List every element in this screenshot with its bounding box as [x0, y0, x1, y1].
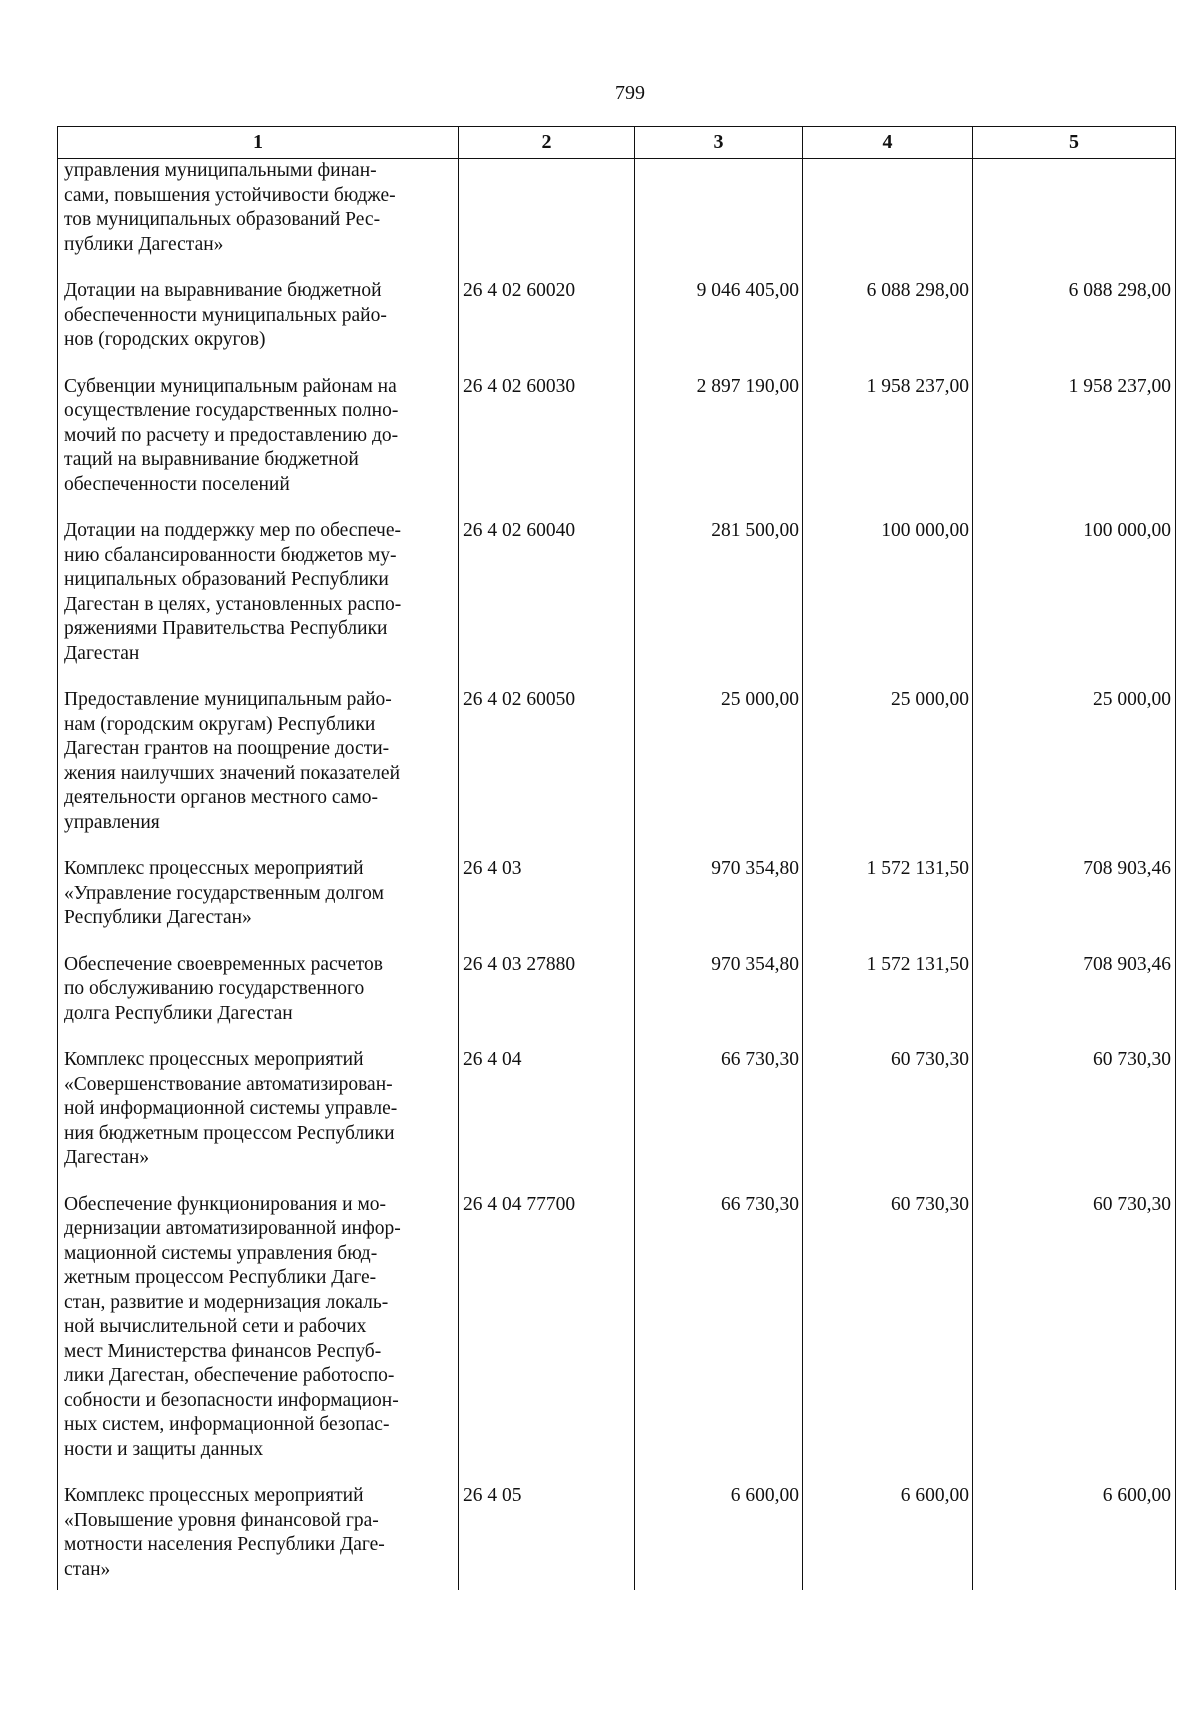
- table-row: [58, 1484, 1176, 1590]
- table-body: [58, 159, 1176, 1591]
- table-row: [58, 1193, 1176, 1485]
- row-value-col5: 100 000,00: [973, 519, 1176, 688]
- row-code: 26 4 05: [459, 1484, 635, 1590]
- row-value-col4: 6 600,00: [803, 1484, 973, 1590]
- row-value-col4: 6 088 298,00: [803, 279, 973, 375]
- row-value-col3: 281 500,00: [635, 519, 803, 688]
- column-header-5: 5: [973, 127, 1176, 159]
- row-value-col3: 6 600,00: [635, 1484, 803, 1590]
- row-description: управления муниципальными финан- сами, повышения устойчивости бюдже- тов муниципальных образований Рес- публики Дагестан»: [58, 159, 459, 280]
- row-code: 26 4 02 60020: [459, 279, 635, 375]
- row-value-col5: 6 088 298,00: [973, 279, 1176, 375]
- table-row: [58, 159, 1176, 280]
- page-number: 799: [615, 82, 645, 104]
- table-row: [58, 519, 1176, 688]
- row-code: [459, 159, 635, 280]
- column-header-2: 2: [459, 127, 635, 159]
- row-code: 26 4 02 60040: [459, 519, 635, 688]
- row-description: Дотации на поддержку мер по обеспече- нию сбалансированности бюджетов му- ниципальных образований Республики Дагестан в целях, установленных распо- ряжениями Правительства Республики Дагестан: [58, 519, 459, 688]
- row-value-col4: [803, 159, 973, 280]
- row-code: 26 4 04 77700: [459, 1193, 635, 1485]
- row-value-col3: 66 730,30: [635, 1048, 803, 1193]
- row-value-col5: 60 730,30: [973, 1048, 1176, 1193]
- row-value-col4: 25 000,00: [803, 688, 973, 857]
- row-description: Дотации на выравнивание бюджетной обеспеченности муниципальных райо- нов (городских округов): [58, 279, 459, 375]
- table-row: [58, 857, 1176, 953]
- row-value-col5: 708 903,46: [973, 857, 1176, 953]
- row-description: Обеспечение своевременных расчетов по обслуживанию государственного долга Республики Дагестан: [58, 953, 459, 1049]
- column-header-4: 4: [803, 127, 973, 159]
- row-value-col4: 60 730,30: [803, 1193, 973, 1485]
- table-row: [58, 375, 1176, 520]
- row-value-col4: 1 572 131,50: [803, 857, 973, 953]
- row-value-col5: 6 600,00: [973, 1484, 1176, 1590]
- row-value-col3: 66 730,30: [635, 1193, 803, 1485]
- row-value-col5: 25 000,00: [973, 688, 1176, 857]
- row-code: 26 4 02 60030: [459, 375, 635, 520]
- row-value-col3: 9 046 405,00: [635, 279, 803, 375]
- table-row: [58, 688, 1176, 857]
- row-value-col3: 25 000,00: [635, 688, 803, 857]
- row-value-col3: [635, 159, 803, 280]
- row-description: Комплекс процессных мероприятий «Управление государственным долгом Республики Дагестан»: [58, 857, 459, 953]
- row-value-col4: 1 572 131,50: [803, 953, 973, 1049]
- row-value-col5: [973, 159, 1176, 280]
- row-code: 26 4 03: [459, 857, 635, 953]
- table-row: [58, 1048, 1176, 1193]
- table-row: [58, 279, 1176, 375]
- row-value-col4: 100 000,00: [803, 519, 973, 688]
- row-value-col5: 1 958 237,00: [973, 375, 1176, 520]
- table-header-row: [58, 127, 1176, 159]
- row-code: 26 4 03 27880: [459, 953, 635, 1049]
- row-value-col5: 60 730,30: [973, 1193, 1176, 1485]
- row-description: Субвенции муниципальным районам на осуществление государственных полно- мочий по расчету и предоставлению до- таций на выравнивание бюджетной обеспеченности поселений: [58, 375, 459, 520]
- row-value-col4: 1 958 237,00: [803, 375, 973, 520]
- row-code: 26 4 02 60050: [459, 688, 635, 857]
- row-value-col5: 708 903,46: [973, 953, 1176, 1049]
- column-header-3: 3: [635, 127, 803, 159]
- row-description: Комплекс процессных мероприятий «Совершенствование автоматизирован- ной информационной системы управле- ния бюджетным процессом Республики Дагестан»: [58, 1048, 459, 1193]
- row-value-col3: 970 354,80: [635, 953, 803, 1049]
- row-value-col4: 60 730,30: [803, 1048, 973, 1193]
- table-row: [58, 953, 1176, 1049]
- row-value-col3: 970 354,80: [635, 857, 803, 953]
- column-header-1: 1: [58, 127, 459, 159]
- row-code: 26 4 04: [459, 1048, 635, 1193]
- budget-table: [57, 126, 1176, 1590]
- row-value-col3: 2 897 190,00: [635, 375, 803, 520]
- row-description: Обеспечение функционирования и мо- дернизации автоматизированной инфор- мационной системы управления бюд- жетным процессом Республики Даге- стан, развитие и модернизация локаль- ной вычислительной сети и рабочих мест Министерства финансов Респуб- лики Дагестан, обеспечение работоспо- собности и безопасности информацион- ных систем, информационной безопас- ности и защиты данных: [58, 1193, 459, 1485]
- row-description: Предоставление муниципальным райо- нам (городским округам) Республики Дагестан грантов на поощрение дости- жения наилучших значений показателей деятельности органов местного само- управления: [58, 688, 459, 857]
- row-description: Комплекс процессных мероприятий «Повышение уровня финансовой гра- мотности населения Республики Даге- стан»: [58, 1484, 459, 1590]
